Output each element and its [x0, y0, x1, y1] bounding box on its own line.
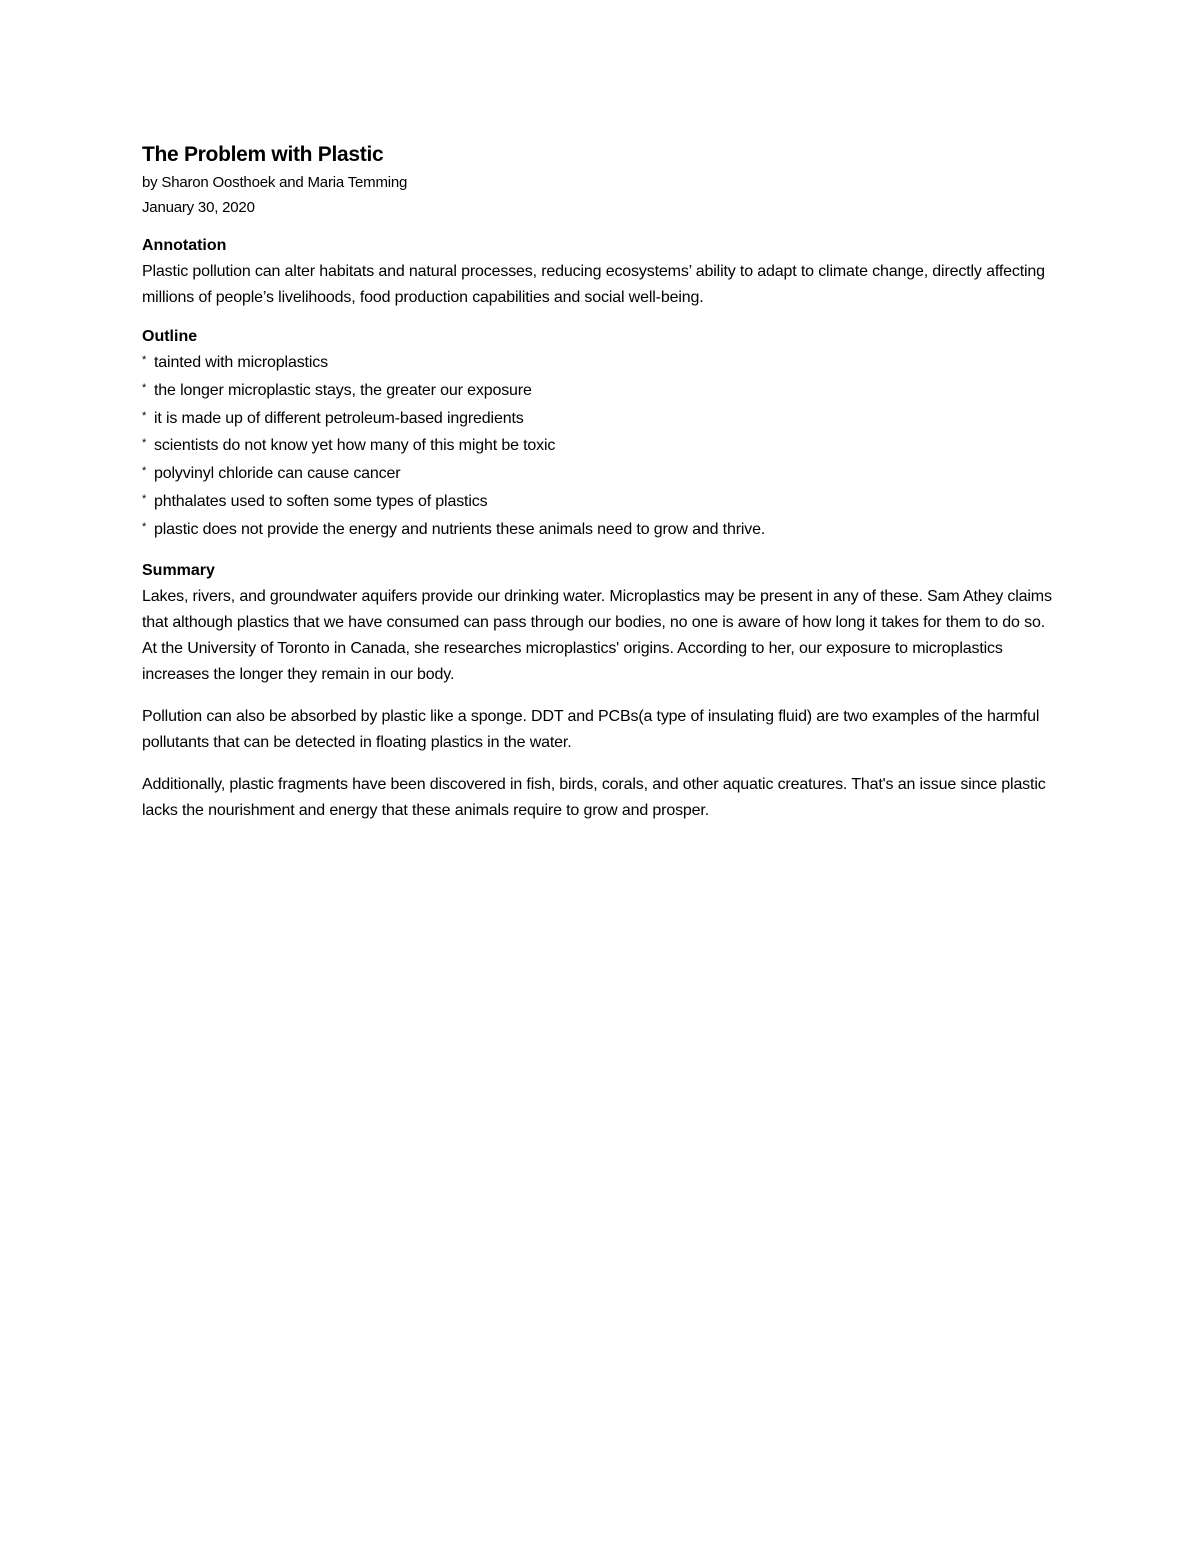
outline-heading: Outline: [142, 328, 198, 345]
outline-item-text: phthalates used to soften some types of plastics: [154, 492, 488, 510]
document-title: The Problem with Plastic: [142, 143, 384, 166]
bullet-icon: *: [142, 381, 147, 394]
outline-item: [142, 350, 1062, 378]
annotation-heading: Annotation: [142, 237, 227, 254]
bullet-icon: *: [142, 409, 147, 422]
summary-paragraph: Pollution can also be absorbed by plastic like a sponge. DDT and PCBs(a type of insulating fluid) are two examples of the harmful pollutants that can be detected in floating plastics in the water.: [142, 707, 1040, 751]
outline-list: [142, 350, 1062, 545]
bullet-icon: *: [142, 520, 147, 533]
outline-item: [142, 461, 1062, 489]
annotation-text: Plastic pollution can alter habitats and natural processes, reducing ecosystems’ ability to adapt to climate change, directly affecting millions of people’s livelihoods, food production capabilities and social well-being.: [142, 263, 1045, 306]
summary-paragraph: Additionally, plastic fragments have been discovered in fish, birds, corals, and other aquatic creatures. That's an issue since plastic lacks the nourishment and energy that these animals require to grow and prosper.: [142, 775, 1046, 819]
summary-heading: Summary: [142, 561, 215, 579]
outline-item: [142, 489, 1062, 517]
summary-section: [142, 558, 1062, 824]
outline-item-text: the longer microplastic stays, the greater our exposure: [154, 381, 532, 399]
outline-item-text: scientists do not know yet how many of this might be toxic: [154, 437, 556, 455]
annotation-section: [142, 233, 1062, 311]
outline-section: [142, 324, 1062, 545]
bullet-icon: *: [142, 492, 147, 505]
summary-paragraph: Lakes, rivers, and groundwater aquifers provide our drinking water. Microplastics may be present in any of these. Sam Athey claims that although plastics that we have consumed can pass through our bodies, no one is aware of how long it takes for them to do so. At the University of Toronto in Canada, she researches microplastics' origins. According to her, our exposure to microplastics increases the longer they remain in our body.: [142, 587, 1052, 683]
outline-item: [142, 433, 1062, 461]
outline-item-text: plastic does not provide the energy and nutrients these animals need to grow and thrive.: [154, 520, 766, 538]
byline: by Sharon Oosthoek and Maria Temming: [142, 174, 408, 191]
outline-item: [142, 378, 1062, 406]
outline-item: [142, 517, 1062, 545]
bullet-icon: *: [142, 437, 147, 450]
document-page: [142, 140, 1062, 824]
outline-item-text: tainted with microplastics: [154, 354, 328, 371]
bullet-icon: *: [142, 465, 147, 478]
outline-item-text: it is made up of different petroleum-based ingredients: [154, 409, 524, 427]
bullet-icon: *: [142, 354, 147, 366]
outline-item: [142, 406, 1062, 434]
publication-date: January 30, 2020: [142, 199, 255, 216]
outline-item-text: polyvinyl chloride can cause cancer: [154, 465, 401, 483]
